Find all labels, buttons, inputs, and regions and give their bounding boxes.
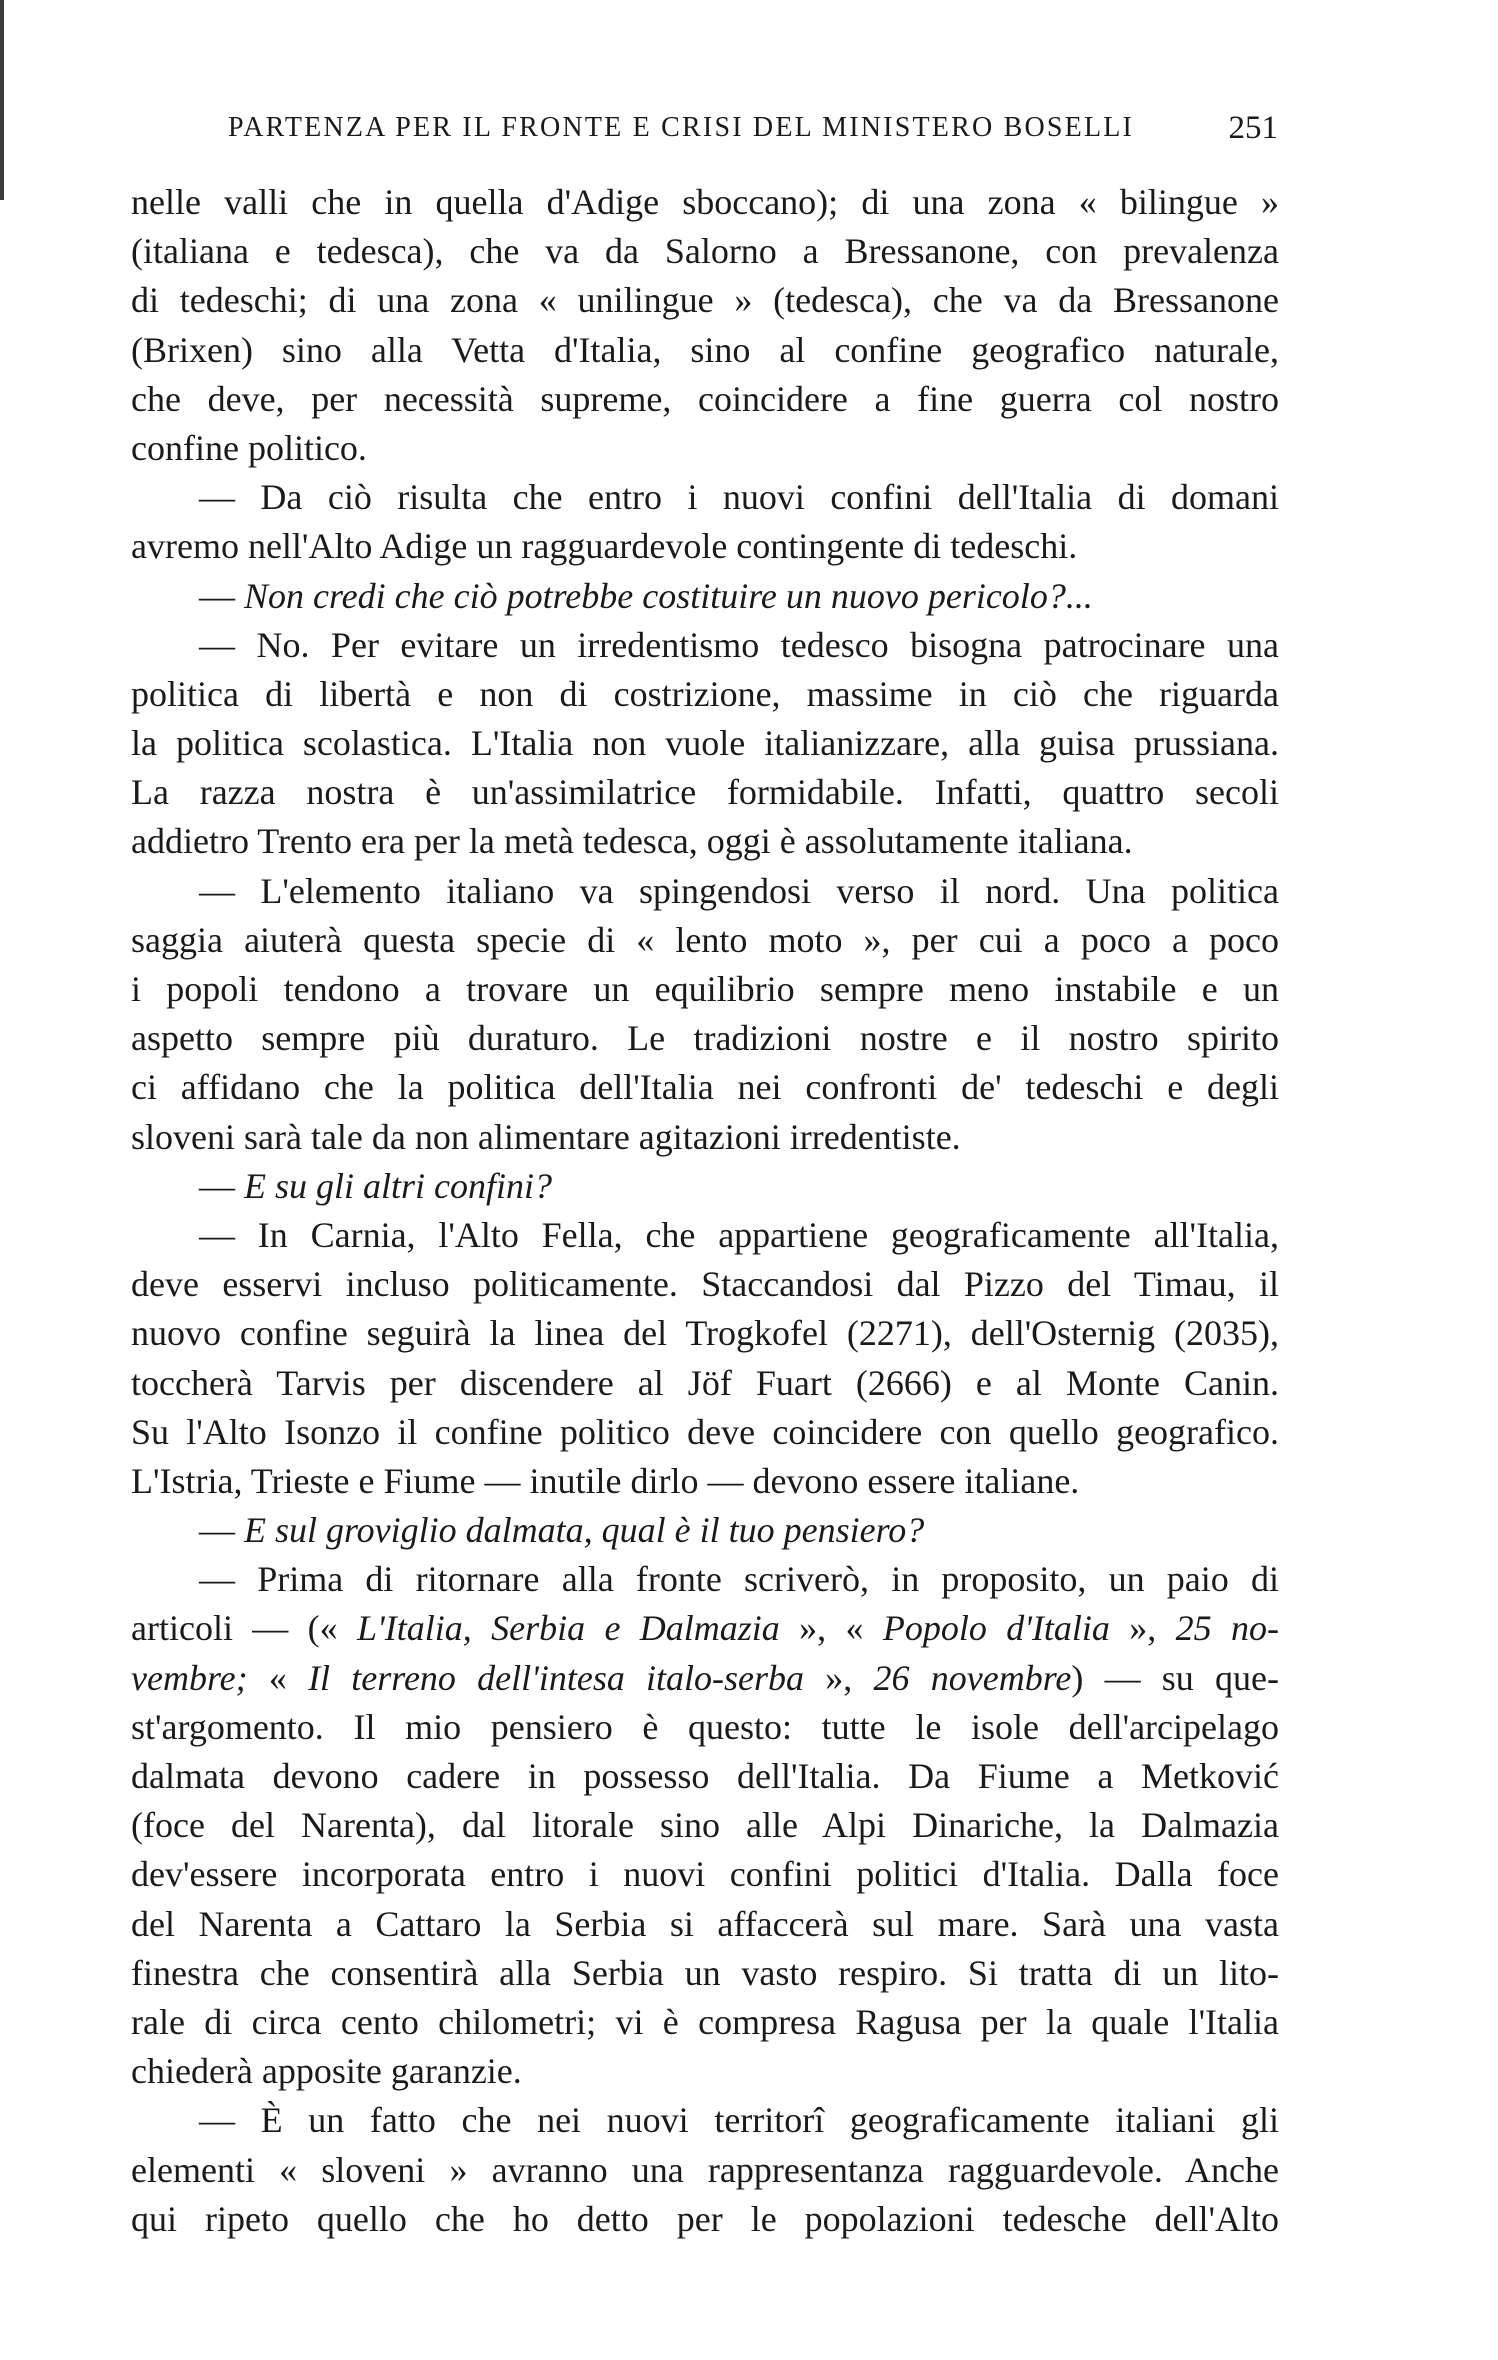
italic-text: Il terreno dell'intesa italo-serba xyxy=(308,1657,805,1698)
text-line xyxy=(131,1063,1279,1112)
text-segment: », xyxy=(804,1657,874,1698)
text-line xyxy=(131,817,1279,866)
running-header-title: PARTENZA PER IL FRONTE E CRISI DEL MINISTERO BOSELLI xyxy=(228,112,1135,143)
text-line xyxy=(131,1359,1279,1408)
text-segment: deve esservi incluso politicamente. Staccandosi dal Pizzo del Timau, il xyxy=(131,1264,1279,1305)
text-line xyxy=(131,424,1279,473)
text-segment: (Brixen) sino alla Vetta d'Italia, sino al confine geografico naturale, xyxy=(131,329,1279,370)
text-segment: nuovo confine seguirà la linea del Trogkofel (2271), dell'Osternig (2035), xyxy=(131,1313,1279,1354)
italic-text: 26 novembre xyxy=(873,1657,1072,1698)
text-segment: i popoli tendono a trovare un equilibrio sempre meno instabile e un xyxy=(131,969,1279,1009)
text-line xyxy=(131,473,1279,522)
text-segment: qui ripeto quello che ho detto per le popolazioni tedesche dell'Alto xyxy=(131,2198,1279,2239)
text-segment: ) — su que- xyxy=(1071,1657,1280,1698)
text-line xyxy=(131,965,1279,1014)
text-segment: del Narenta a Cattaro la Serbia si affaccerà sul mare. Sarà una vasta xyxy=(131,1903,1279,1944)
text-segment: — Prima di ritornare alla fronte scriverò, in proposito, un paio di xyxy=(199,1559,1279,1600)
text-line xyxy=(131,1211,1279,1260)
text-line xyxy=(131,1506,1279,1555)
italic-text: E sul groviglio dalmata, qual è il tuo pensiero? xyxy=(244,1510,925,1551)
text-segment: chiederà apposite garanzie. xyxy=(131,2051,522,2092)
text-segment: politica di libertà e non di costrizione, massime in ciò che riguarda xyxy=(131,673,1279,714)
text-segment: Su l'Alto Isonzo il confine politico deve coincidere con quello geografico. xyxy=(131,1411,1279,1452)
text-line xyxy=(131,916,1279,965)
text-line xyxy=(131,326,1279,375)
text-line xyxy=(131,1457,1279,1506)
text-segment: L'Istria, Trieste e Fiume — inutile dirlo — devono essere italiane. xyxy=(131,1460,1080,1501)
italic-text: Non credi che ciò potrebbe costituire un nuovo pericolo?... xyxy=(244,575,1093,616)
text-segment: finestra che consentirà alla Serbia un vasto respiro. Si tratta di un lito- xyxy=(131,1952,1279,1993)
text-line xyxy=(131,1260,1279,1309)
text-line xyxy=(131,1604,1279,1653)
text-line xyxy=(131,1408,1279,1457)
text-line xyxy=(131,375,1279,424)
text-line xyxy=(131,1555,1279,1604)
text-line xyxy=(131,276,1279,325)
text-segment: che deve, per necessità supreme, coincidere a fine guerra col nostro xyxy=(131,378,1279,419)
italic-text: E su gli altri confini? xyxy=(244,1165,553,1206)
text-line xyxy=(131,1162,1279,1211)
text-line xyxy=(131,1309,1279,1358)
text-segment: (foce del Narenta), dal litorale sino alle Alpi Dinariche, la Dalmazia xyxy=(131,1805,1279,1846)
text-line xyxy=(131,178,1279,227)
text-line xyxy=(131,1949,1279,1998)
text-line xyxy=(131,670,1279,719)
text-segment: aspetto sempre più duraturo. Le tradizioni nostre e il nostro spirito xyxy=(131,1018,1279,1059)
text-line xyxy=(131,1014,1279,1063)
text-segment: — Da ciò risulta che entro i nuovi confini dell'Italia di domani xyxy=(199,477,1279,518)
text-segment: sloveni sarà tale da non alimentare agitazioni irredentiste. xyxy=(131,1116,961,1157)
running-header xyxy=(228,112,1278,162)
text-segment: « xyxy=(268,1657,309,1698)
italic-text: 25 no- xyxy=(1175,1608,1280,1649)
text-segment: saggia aiuterà questa specie di « lento moto », per cui a poco a poco xyxy=(131,919,1279,960)
text-line xyxy=(131,572,1279,621)
text-line xyxy=(131,1752,1279,1801)
text-line xyxy=(131,1900,1279,1949)
scan-edge-shadow xyxy=(0,0,4,200)
text-line xyxy=(131,522,1279,571)
text-segment: dalmata devono cadere in possesso dell'Italia. Da Fiume a Metković xyxy=(131,1756,1279,1796)
body-text xyxy=(131,178,1279,2244)
text-line xyxy=(131,768,1279,817)
text-segment: ci affidano che la politica dell'Italia nei confronti de' tedeschi e degli xyxy=(131,1067,1279,1108)
text-line xyxy=(131,1850,1279,1899)
italic-text: L'Italia, Serbia e Dalmazia xyxy=(357,1608,780,1649)
text-line xyxy=(131,2146,1279,2195)
text-segment: », « xyxy=(779,1608,883,1649)
text-segment: elementi « sloveni » avranno una rappresentanza ragguardevole. Anche xyxy=(131,2149,1279,2190)
text-line xyxy=(131,2047,1279,2096)
text-line xyxy=(131,1654,1279,1703)
text-segment: La razza nostra è un'assimilatrice formidabile. Infatti, quattro secoli xyxy=(131,772,1279,813)
text-segment: — xyxy=(199,1165,244,1206)
text-segment: », xyxy=(1109,1608,1176,1649)
text-segment: st'argomento. Il mio pensiero è questo: tutte le isole dell'arcipelago xyxy=(131,1706,1279,1747)
text-line xyxy=(131,867,1279,916)
text-line xyxy=(131,227,1279,276)
text-line xyxy=(131,1703,1279,1752)
text-segment: — No. Per evitare un irredentismo tedesco bisogna patrocinare una xyxy=(199,624,1279,665)
text-segment: addietro Trento era per la metà tedesca, oggi è assolutamente italiana. xyxy=(131,821,1133,862)
text-segment: rale di circa cento chilometri; vi è compresa Ragusa per la quale l'Italia xyxy=(131,2001,1279,2042)
text-segment: — In Carnia, l'Alto Fella, che appartiene geograficamente all'Italia, xyxy=(199,1214,1279,1255)
text-segment: — xyxy=(199,575,244,616)
italic-text: Popolo d'Italia xyxy=(882,1608,1110,1649)
text-line xyxy=(131,2195,1279,2244)
text-segment: avremo nell'Alto Adige un ragguardevole contingente di tedeschi. xyxy=(131,526,1078,567)
italic-text: vembre; xyxy=(131,1657,269,1698)
text-segment: toccherà Tarvis per discendere al Jöf Fuart (2666) e al Monte Canin. xyxy=(131,1362,1279,1403)
text-line xyxy=(131,1801,1279,1850)
text-line xyxy=(131,1113,1279,1162)
text-segment: di tedeschi; di una zona « unilingue » (tedesca), che va da Bressanone xyxy=(131,280,1279,321)
text-line xyxy=(131,1998,1279,2047)
text-segment: (italiana e tedesca), che va da Salorno a Bressanone, con prevalenza xyxy=(131,231,1279,272)
text-segment: — xyxy=(199,1510,244,1551)
text-segment: — È un fatto che nei nuovi territorî geograficamente italiani gli xyxy=(199,2100,1279,2141)
text-segment: nelle valli che in quella d'Adige sboccano); di una zona « bilingue » xyxy=(131,182,1279,222)
text-line xyxy=(131,621,1279,670)
text-line xyxy=(131,719,1279,768)
text-segment: dev'essere incorporata entro i nuovi confini politici d'Italia. Dalla foce xyxy=(131,1854,1279,1895)
text-segment: la politica scolastica. L'Italia non vuole italianizzare, alla guisa prussiana. xyxy=(131,723,1279,764)
text-segment: — L'elemento italiano va spingendosi verso il nord. Una politica xyxy=(199,870,1279,911)
text-segment: confine politico. xyxy=(131,427,367,468)
text-segment: articoli — (« xyxy=(131,1608,358,1649)
page-number: 251 xyxy=(1228,110,1278,146)
text-line xyxy=(131,2096,1279,2145)
